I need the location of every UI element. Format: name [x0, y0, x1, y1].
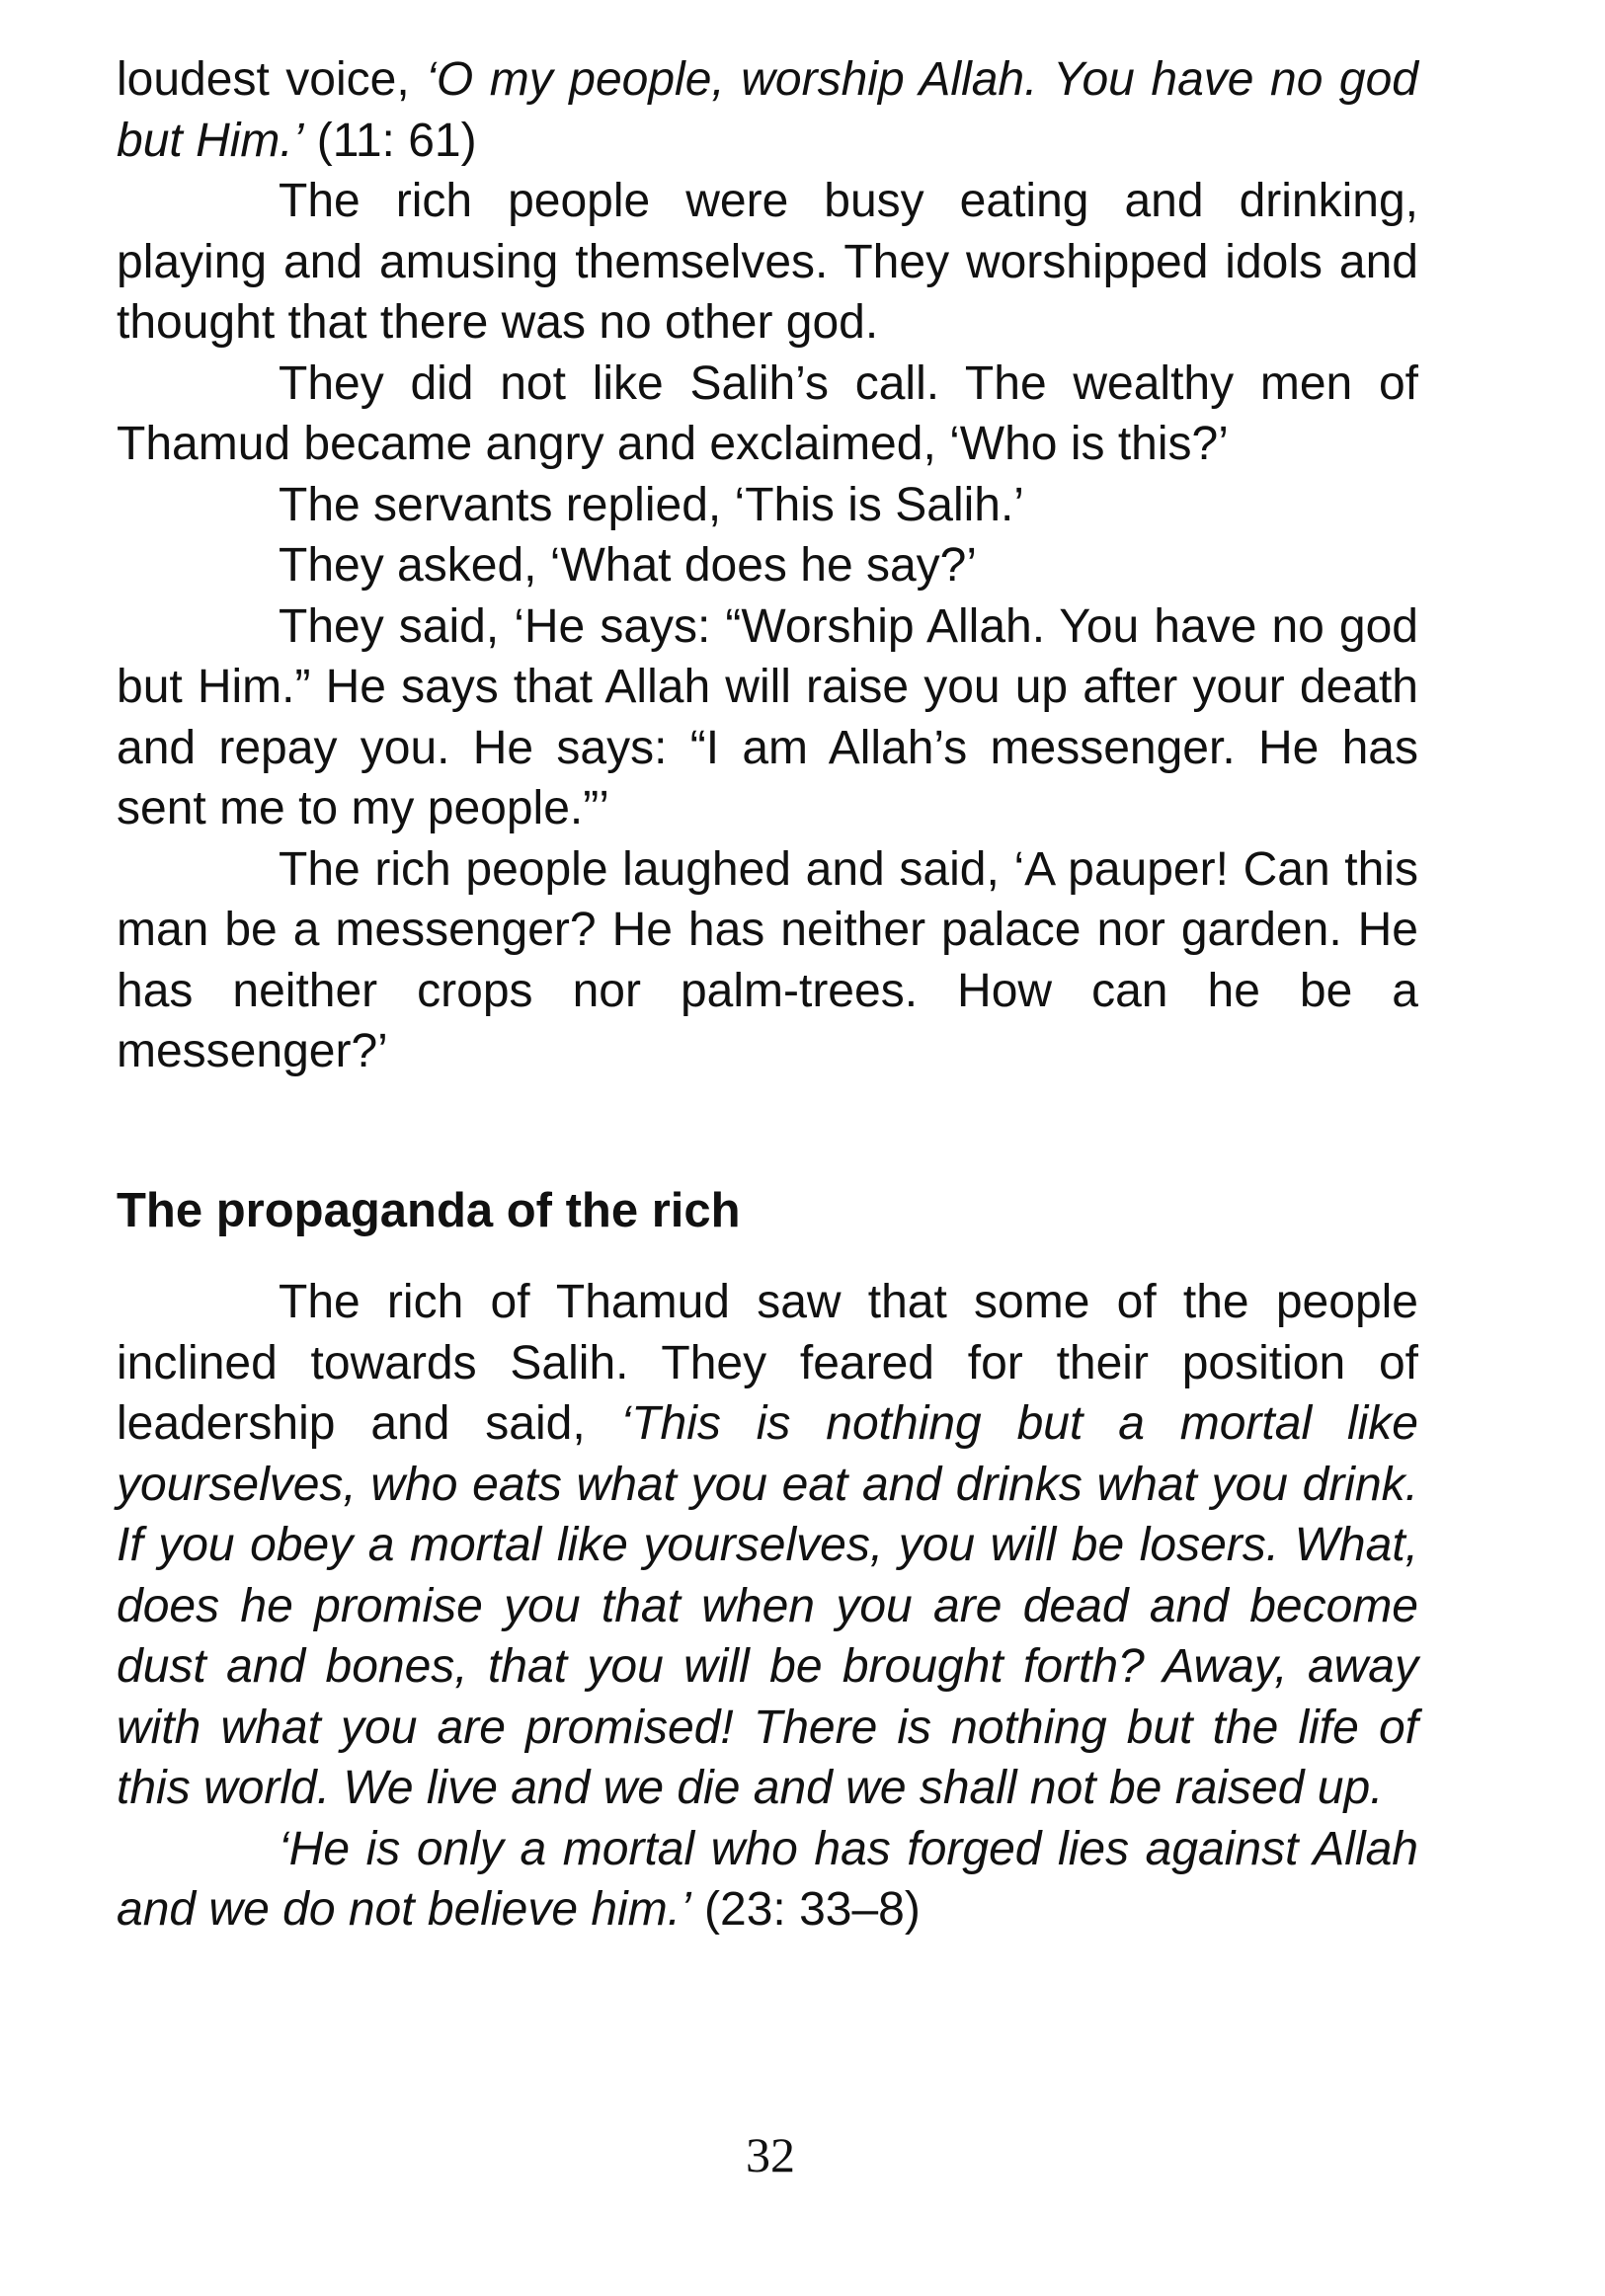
- paragraph-text: They asked, ‘What does he say?’: [279, 539, 978, 592]
- paragraph-text: loudest voice,: [117, 53, 427, 106]
- quran-quote: ‘This is nothing but a mortal like yourselves, who eats what you eat and drinks what you drink. If you obey a mortal like yourselves, you will be losers. What, does he promise you that when you are dead and become dust and bones, that you will be brought forth? Away, away with what you are promised! There is nothing but the life of this world. We live and we die and we shall not be raised up.: [117, 1397, 1418, 1814]
- section-heading: The propaganda of the rich: [117, 1184, 741, 1237]
- paragraph: [117, 1819, 1418, 1940]
- paragraph-text: They did not like Salih’s call. The wealthy men of Thamud became angry and exclaimed, ‘Who is this?’: [117, 356, 1418, 470]
- paragraph: [117, 596, 1418, 839]
- paragraph-text: The servants replied, ‘This is Salih.’: [279, 478, 1024, 531]
- paragraph: [117, 535, 1418, 596]
- paragraph: [117, 171, 1418, 354]
- paragraph-text: The rich of Thamud saw that some of the people inclined towards Salih. They feared for their position of leadership and said,: [117, 1276, 1418, 1450]
- paragraph: [117, 49, 1418, 171]
- paragraph: [117, 1272, 1418, 1819]
- paragraph: [117, 354, 1418, 475]
- paragraph-text: They said, ‘He says: “Worship Allah. You have no god but Him.” He says that Allah will raise you up after your death and repay you. He says: “I am Allah’s messenger. He has sent me to my people.”’: [117, 599, 1418, 834]
- verse-reference: (11: 61): [303, 114, 477, 167]
- paragraph-text: The rich people were busy eating and drinking, playing and amusing themselves. They worshipped idols and thought that there was no other god.: [117, 175, 1418, 349]
- verse-reference: (23: 33–8): [690, 1883, 921, 1936]
- body-text-bottom: [117, 1272, 1418, 1940]
- paragraph: [117, 839, 1418, 1082]
- paragraph-text: The rich people laughed and said, ‘A pauper! Can this man be a messenger? He has neither palace nor garden. He has neither crops nor palm-trees. How can he be a messenger?’: [117, 842, 1418, 1077]
- quran-quote: ‘O my people, worship Allah. You have no god but Him.’: [117, 53, 1418, 167]
- body-text-top: [117, 49, 1418, 1082]
- page-number: 32: [746, 2127, 795, 2182]
- paragraph: [117, 475, 1418, 536]
- quran-quote: ‘He is only a mortal who has forged lies against Allah and we do not believe him.’: [117, 1822, 1418, 1936]
